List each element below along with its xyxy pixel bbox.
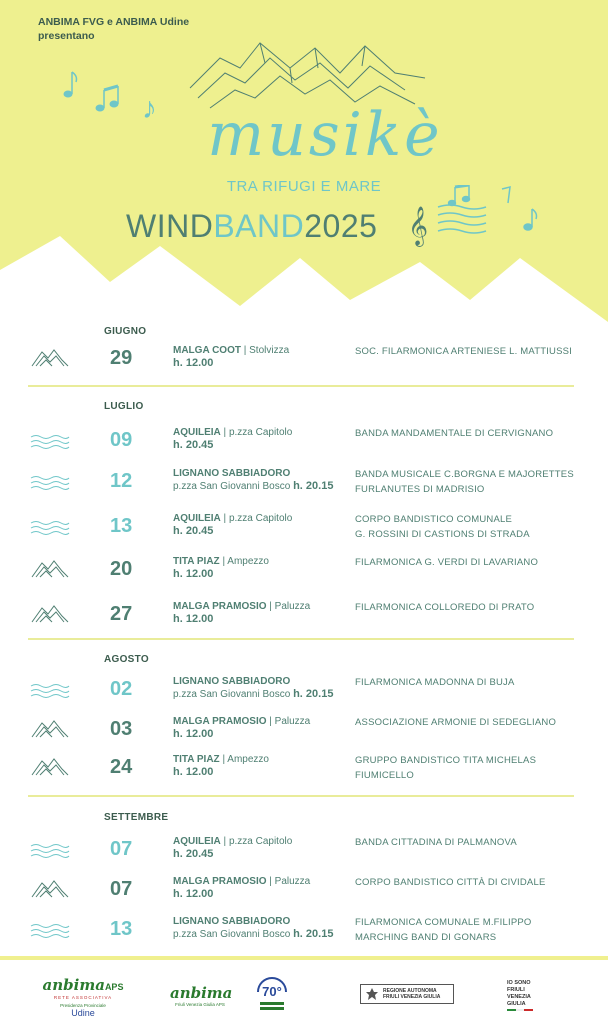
event-band [355,715,600,730]
event-day: 07 [110,878,133,900]
month-divider [28,795,574,797]
event-day: 13 [110,918,133,940]
logo1-pres: Presidenza Provinciale [60,1003,106,1008]
event-location: Paluzza [274,716,311,727]
event-time: h. 20.45 [173,439,214,451]
mountain-icon [30,346,70,370]
event-place-sep: | [266,716,275,727]
logo1-rete: RETE ASSOCIATIVA [53,995,113,1000]
event-place-sep: | [220,427,229,438]
event-place: LIGNANO SABBIADORO [173,468,291,479]
event-time: h. 12.00 [173,888,214,900]
event-location: p.zza Capitolo [228,836,293,847]
event-day: 20 [110,558,133,580]
event-place: AQUILEIA [173,836,221,847]
anniversary-70-logo [254,970,290,1014]
windband-part-c: 2025 [304,208,378,244]
event-band [355,600,600,615]
event-band [355,512,600,542]
event-band [355,426,600,441]
event-place: AQUILEIA [173,513,221,524]
svg-text:♪: ♪ [142,92,157,125]
event-row [0,913,608,953]
event-venue [173,555,353,581]
event-place: TITA PIAZ [173,754,220,765]
event-band-line1: ASSOCIAZIONE ARMONIE DI SEDEGLIANO [355,717,557,728]
event-row [0,510,608,550]
logo5-line3: VENEZIA [507,994,531,1000]
event-band [355,875,600,890]
event-band-line1: CORPO BANDISTICO CITTÀ DI CIVIDALE [355,877,546,888]
month-label: SETTEMBRE [104,812,169,823]
logo5-line1: IO SONO [507,980,531,986]
event-row [0,713,608,753]
anbima-fvg-logo [170,984,233,1007]
event-venue [173,915,353,941]
event-venue [173,512,353,538]
event-row [0,833,608,873]
event-band [355,835,600,850]
windband-part-b: BAND [213,208,305,244]
logo1-brand: anbima [42,976,105,994]
regione-fvg-logo [360,984,454,1004]
event-day: 24 [110,756,133,778]
event-place: MALGA PRAMOSIO [173,876,267,887]
event-location: Paluzza [274,876,311,887]
logo1-city: Udine [71,1008,95,1018]
event-band [355,753,600,783]
event-place-sep: | [266,601,275,612]
mountain-icon [30,602,70,626]
event-venue [173,600,353,626]
month-divider [28,385,574,387]
event-place-sep: | [220,836,229,847]
event-band [355,555,600,570]
event-place: MALGA PRAMOSIO [173,601,267,612]
music-notes-right-icon [410,185,550,245]
event-place-sep: | [219,556,228,567]
event-time: h. 12.00 [173,568,214,580]
event-band [355,344,600,359]
event-band-line1: BANDA CITTADINA DI PALMANOVA [355,837,517,848]
month-divider [28,638,574,640]
event-time: h. 12.00 [173,728,214,740]
event-venue [173,715,353,741]
event-day: 29 [110,347,133,369]
presenters-line1: ANBIMA FVG e ANBIMA Udine [38,16,190,28]
event-location: Ampezzo [227,556,269,567]
event-band [355,467,600,497]
mountain-icon [30,557,70,581]
event-location: Stolvizza [249,345,290,356]
sponsor-footer [0,960,608,1024]
windband-part-a: WIND [126,208,214,244]
wave-icon [30,919,70,943]
event-row [0,598,608,638]
event-row [0,342,608,382]
month-label: AGOSTO [104,654,149,665]
event-day: 09 [110,429,133,451]
event-venue [173,467,353,493]
event-band-line1: SOC. FILARMONICA ARTENIESE L. MATTIUSSI [355,346,573,357]
event-band-line1: FILARMONICA COMUNALE M.FILIPPO [355,917,532,928]
event-time: h. 12.00 [173,766,214,778]
logo2-sub: Friuli Venezia Giulia APS [175,1002,225,1007]
event-day: 02 [110,678,133,700]
anbima-udine-logo [38,976,128,1018]
event-location: p.zza San Giovanni Bosco [173,689,291,700]
mountain-icon [30,755,70,779]
logo5-line2: FRIULI [507,987,525,993]
event-place-sep: | [240,345,250,356]
event-location: p.zza San Giovanni Bosco [173,929,291,940]
event-band-line1: BANDA MANDAMENTALE DI CERVIGNANO [355,428,554,439]
event-place-sep: | [219,754,228,765]
event-place-sep: | [220,513,229,524]
event-time: h. 20.15 [293,928,334,940]
event-venue [173,344,353,370]
event-place: MALGA PRAMOSIO [173,716,267,727]
event-band-line2: G. ROSSINI DI CASTIONS DI STRADA [355,529,530,540]
event-venue [173,835,353,861]
event-time: h. 20.15 [293,480,334,492]
event-venue [173,675,353,701]
event-row [0,873,608,913]
music-notes-left-icon [60,66,170,126]
logo4-line2: FRIULI VENEZIA GIULIA [383,994,441,1000]
event-place-sep: | [266,876,275,887]
logo2-brand: anbima [170,984,233,1002]
title-musike: musikè [207,100,443,170]
event-place: TITA PIAZ [173,556,220,567]
event-time: h. 20.45 [173,848,214,860]
event-band-line1: BANDA MUSICALE C.BORGNA E MAJORETTES [355,469,574,480]
event-band-line2: FURLANUTES DI MADRISIO [355,484,485,495]
event-venue [173,753,353,779]
subtitle: TRA RIFUGI E MARE [226,178,382,195]
event-band-line1: FILARMONICA COLLOREDO DI PRATO [355,602,535,613]
event-place: AQUILEIA [173,427,221,438]
event-day: 07 [110,838,133,860]
presenters-line2: presentano [38,30,95,42]
logo1-aps: APS [104,982,124,992]
event-venue [173,875,353,901]
event-location: Paluzza [274,601,311,612]
mountain-icon [30,717,70,741]
event-band-line1: CORPO BANDISTICO COMUNALE [355,514,513,525]
event-day: 12 [110,470,133,492]
wave-icon [30,679,70,703]
event-band-line1: FILARMONICA G. VERDI DI LAVARIANO [355,557,539,568]
event-location: Ampezzo [227,754,269,765]
event-location: p.zza Capitolo [228,427,293,438]
event-band-line2: MARCHING BAND DI GONARS [355,932,497,943]
event-day: 27 [110,603,133,625]
event-place: MALGA COOT [173,345,241,356]
event-row [0,424,608,464]
event-band-line2: FIUMICELLO [355,770,415,781]
wave-icon [30,471,70,495]
windband-title [126,204,377,248]
event-venue [173,426,353,452]
italian-flag-icon [507,1009,533,1011]
eagle-icon [365,987,379,1001]
wave-icon [30,839,70,863]
event-row [0,751,608,791]
event-row [0,673,608,713]
event-day: 13 [110,515,133,537]
event-time: h. 12.00 [173,613,214,625]
wave-icon [30,430,70,454]
event-band-line1: GRUPPO BANDISTICO TITA MICHELAS [355,755,537,766]
event-band [355,675,600,690]
event-location: p.zza Capitolo [228,513,293,524]
event-place: LIGNANO SABBIADORO [173,676,291,687]
month-label: LUGLIO [104,401,144,412]
event-band-line1: FILARMONICA MADONNA DI BUJA [355,677,515,688]
event-location: p.zza San Giovanni Bosco [173,481,291,492]
event-band [355,915,600,945]
io-sono-fvg-logo [507,980,547,1008]
event-time: h. 20.15 [293,688,334,700]
presenters [38,15,189,43]
treble-clef-icon: 𝄞 [408,206,429,246]
mountain-icon [30,877,70,901]
logo5-line4: GIULIA [507,1001,526,1007]
event-place: LIGNANO SABBIADORO [173,916,291,927]
event-day: 03 [110,718,133,740]
event-time: h. 12.00 [173,357,214,369]
logo3-number: 70° [262,984,282,999]
wave-icon [30,516,70,540]
event-row [0,465,608,505]
logo4-line1: REGIONE AUTONOMA [383,988,437,994]
event-time: h. 20.45 [173,525,214,537]
event-row [0,553,608,593]
month-label: GIUGNO [104,326,147,337]
